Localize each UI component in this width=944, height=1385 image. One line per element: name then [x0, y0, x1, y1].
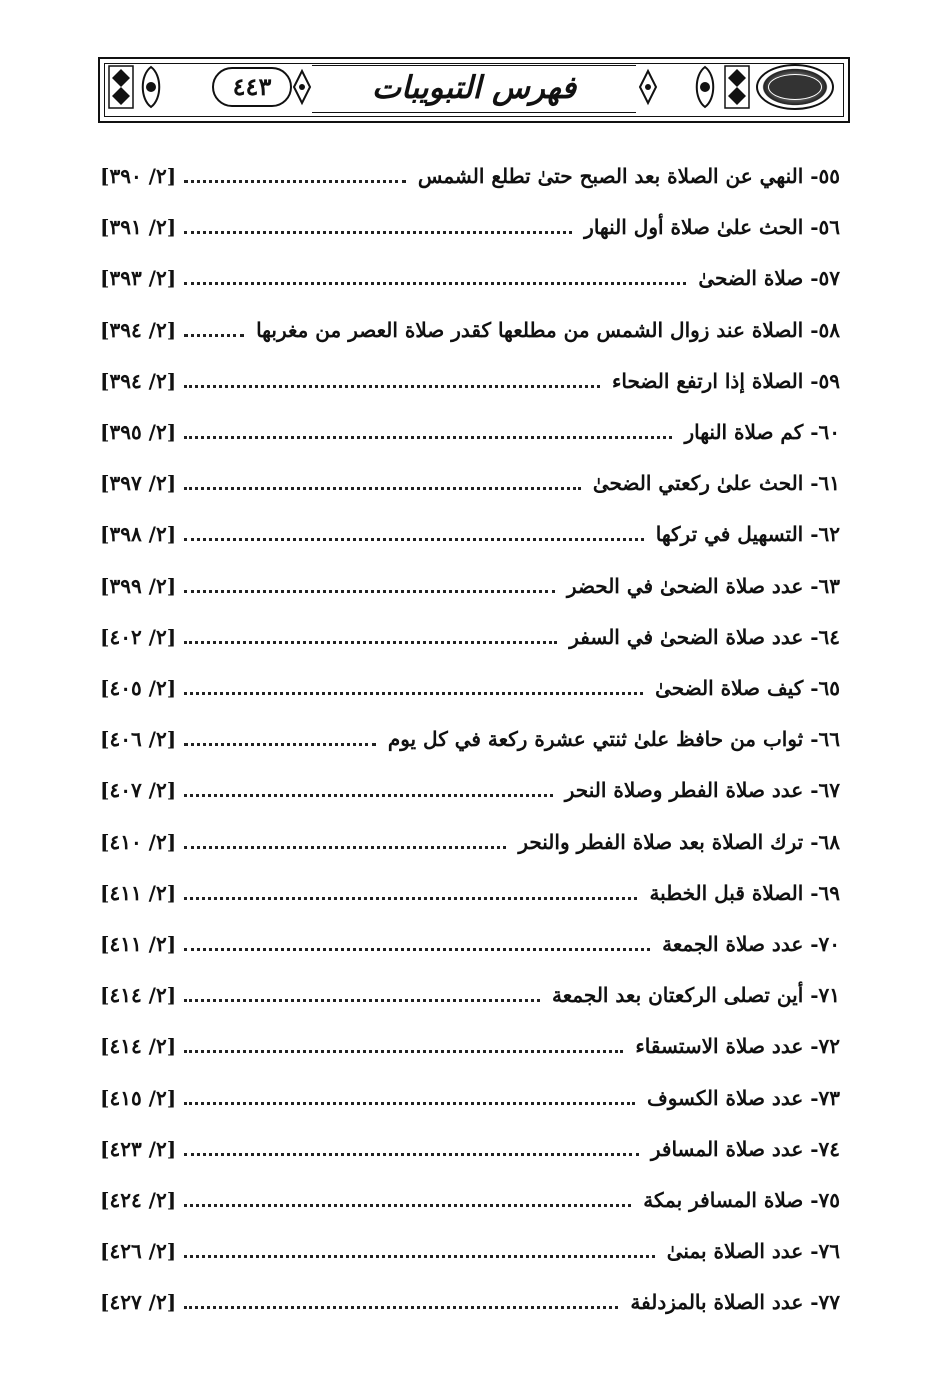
leader-dots — [184, 590, 555, 593]
toc-entry — [100, 566, 840, 606]
leader-dots — [184, 743, 376, 746]
leader-dots — [184, 487, 581, 490]
page-header — [98, 57, 850, 123]
toc-entry-reference: [٢/ ٤٢٤] — [100, 1180, 180, 1220]
toc-entry-reference: [٢/ ٤١١] — [100, 873, 180, 913]
toc-entry-reference: [٢/ ٣٩٧] — [100, 463, 180, 503]
toc-entry-reference: [٢/ ٤١٠] — [100, 822, 180, 862]
toc-entry — [100, 822, 840, 862]
leader-dots — [184, 846, 506, 849]
toc-entry — [100, 412, 840, 452]
toc-entry-title: ٥٦- الحث علىٰ صلاة أول النهار — [580, 207, 840, 247]
toc-entry-reference: [٢/ ٤٠٥] — [100, 668, 180, 708]
toc-entry-title: ٦١- الحث علىٰ ركعتي الضحىٰ — [589, 463, 840, 503]
toc-entry — [100, 1282, 840, 1322]
toc-entry — [100, 310, 840, 350]
page-title: فهرس التبويبات — [312, 65, 636, 113]
leader-dots — [184, 1153, 639, 1156]
toc-entry — [100, 1231, 840, 1271]
toc-entry — [100, 924, 840, 964]
toc-entry-title: ٧٤- عدد صلاة المسافر — [647, 1129, 840, 1169]
book-seal-icon — [756, 64, 834, 110]
toc-entry-title: ٦٢- التسهيل في تركها — [652, 514, 840, 554]
toc-entry — [100, 1180, 840, 1220]
leader-dots — [184, 897, 637, 900]
toc-entry-reference: [٢/ ٣٩٠] — [100, 156, 180, 196]
toc-entry-reference: [٢/ ٤٢٣] — [100, 1129, 180, 1169]
leader-dots — [184, 1255, 655, 1258]
leader-dots — [184, 948, 650, 951]
leader-dots — [184, 794, 553, 797]
toc-entry-reference: [٢/ ٤٢٧] — [100, 1282, 180, 1322]
leader-dots — [184, 180, 406, 183]
leader-dots — [184, 334, 244, 337]
toc-entry — [100, 463, 840, 503]
toc-entry-reference: [٢/ ٤٢٦] — [100, 1231, 180, 1271]
toc-entry-reference: [٢/ ٣٩٤] — [100, 361, 180, 401]
left-ornament-icon — [108, 65, 134, 109]
seal-center — [768, 74, 822, 100]
left-knot-icon — [138, 65, 164, 109]
leader-dots — [184, 1050, 623, 1053]
toc-entry-title: ٧٧- عدد الصلاة بالمزدلفة — [626, 1282, 840, 1322]
toc-entry-title: ٧٢- عدد صلاة الاستسقاء — [631, 1026, 840, 1066]
leader-dots — [184, 282, 686, 285]
toc-entry-title: ٦٤- عدد صلاة الضحىٰ في السفر — [565, 617, 840, 657]
leader-dots — [184, 1306, 618, 1309]
leader-dots — [184, 692, 643, 695]
leader-dots — [184, 436, 672, 439]
toc-entry-reference: [٢/ ٤٠٢] — [100, 617, 180, 657]
toc-entry-title: ٦٩- الصلاة قبل الخطبة — [645, 873, 840, 913]
toc-entry-title: ٦٠- كم صلاة النهار — [680, 412, 840, 452]
right-divider-icon — [638, 65, 658, 109]
toc-entry-title: ٥٧- صلاة الضحىٰ — [694, 258, 840, 298]
toc-entry-title: ٧٣- عدد صلاة الكسوف — [643, 1078, 840, 1118]
toc-entry — [100, 156, 840, 196]
toc-entry-reference: [٢/ ٤١٤] — [100, 1026, 180, 1066]
left-divider-icon — [292, 65, 312, 109]
toc-entry — [100, 617, 840, 657]
toc-entry — [100, 668, 840, 708]
leader-dots — [184, 1102, 635, 1105]
right-ornament-icon — [724, 65, 750, 109]
toc-entry-title: ٧٦- عدد الصلاة بمنىٰ — [663, 1231, 840, 1271]
toc-entry-title: ٦٣- عدد صلاة الضحىٰ في الحضر — [563, 566, 840, 606]
toc-entry-reference: [٢/ ٣٩٣] — [100, 258, 180, 298]
toc-entry — [100, 1078, 840, 1118]
toc-entry — [100, 361, 840, 401]
leader-dots — [184, 538, 644, 541]
leader-dots — [184, 1204, 631, 1207]
toc-entry — [100, 258, 840, 298]
toc-entry-reference: [٢/ ٣٩٨] — [100, 514, 180, 554]
toc-entry-title: ٦٦- ثواب من حافظ علىٰ ثنتي عشرة ركعة في كل يوم — [384, 719, 840, 759]
toc-entry-title: ٦٥- كيف صلاة الضحىٰ — [651, 668, 840, 708]
toc-entry — [100, 770, 840, 810]
toc-entry-title: ٧٠- عدد صلاة الجمعة — [658, 924, 840, 964]
toc-entry-reference: [٢/ ٤٠٦] — [100, 719, 180, 759]
toc-entry-title: ٦٨- ترك الصلاة بعد صلاة الفطر والنحر — [514, 822, 840, 862]
toc-entry-reference: [٢/ ٤١٤] — [100, 975, 180, 1015]
toc-entry — [100, 514, 840, 554]
toc-entry-reference: [٢/ ٣٩١] — [100, 207, 180, 247]
toc-entry-reference: [٢/ ٤١١] — [100, 924, 180, 964]
toc-entry-reference: [٢/ ٣٩٥] — [100, 412, 180, 452]
leader-dots — [184, 385, 600, 388]
toc-entry-title: ٧١- أين تصلى الركعتان بعد الجمعة — [548, 975, 840, 1015]
toc-entry-title: ٧٥- صلاة المسافر بمكة — [639, 1180, 840, 1220]
toc-entry-title: ٥٩- الصلاة إذا ارتفع الضحاء — [608, 361, 840, 401]
toc-entry-title: ٦٧- عدد صلاة الفطر وصلاة النحر — [561, 770, 840, 810]
toc-entry-reference: [٢/ ٣٩٤] — [100, 310, 180, 350]
toc-entry-title: ٥٨- الصلاة عند زوال الشمس من مطلعها كقدر صلاة العصر من مغربها — [252, 310, 840, 350]
toc-entry-reference: [٢/ ٣٩٩] — [100, 566, 180, 606]
toc-entry-reference: [٢/ ٤١٥] — [100, 1078, 180, 1118]
toc-entry — [100, 873, 840, 913]
toc-entry — [100, 719, 840, 759]
toc-entry — [100, 975, 840, 1015]
page-number: ٤٤٣ — [212, 67, 292, 107]
leader-dots — [184, 999, 540, 1002]
toc-entry-title: ٥٥- النهي عن الصلاة بعد الصبح حتىٰ تطلع الشمس — [414, 156, 840, 196]
leader-dots — [184, 231, 572, 234]
toc-entry — [100, 1129, 840, 1169]
toc-entry — [100, 207, 840, 247]
toc-entry — [100, 1026, 840, 1066]
right-knot-icon — [692, 65, 718, 109]
toc-entry-reference: [٢/ ٤٠٧] — [100, 770, 180, 810]
leader-dots — [184, 641, 557, 644]
